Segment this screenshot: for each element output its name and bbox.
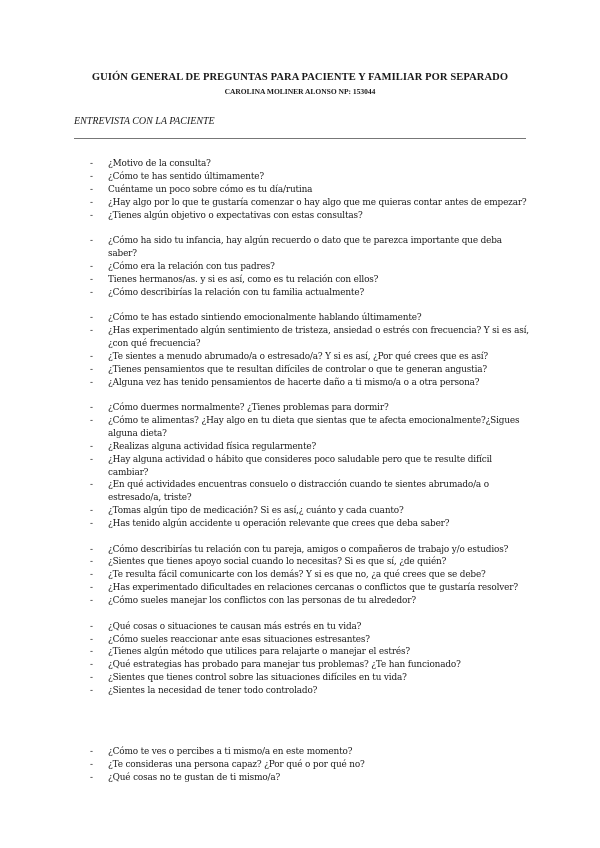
bullet-dash: - xyxy=(90,686,93,697)
question-item xyxy=(90,377,530,390)
question-item xyxy=(90,772,530,785)
bullet-dash: - xyxy=(90,403,93,413)
bullet-dash: - xyxy=(90,210,93,221)
question-item xyxy=(90,556,530,569)
bullet-dash: - xyxy=(90,274,93,285)
question-text: ¿Tienes algún método que utilices para relajarte o manejar el estrés? xyxy=(108,647,411,658)
bullet-dash: - xyxy=(90,351,93,362)
bullet-dash: - xyxy=(90,480,93,491)
question-text: ¿Realizas alguna actividad física regularmente? xyxy=(108,441,317,452)
question-item xyxy=(90,415,530,441)
question-item xyxy=(90,312,530,325)
bullet-dash: - xyxy=(90,159,93,169)
question-item xyxy=(90,274,530,287)
bullet-dash: - xyxy=(90,287,93,298)
bullet-dash: - xyxy=(90,596,93,607)
question-text: ¿Tomas algún tipo de medicación? Si es así,¿ cuánto y cada cuanto? xyxy=(108,506,404,517)
question-text: ¿Cómo ha sido tu infancia, hay algún recuerdo o dato que te parezca importante que deba saber? xyxy=(108,236,502,259)
bullet-dash: - xyxy=(90,197,93,208)
question-item xyxy=(90,646,530,659)
bullet-dash: - xyxy=(90,184,93,195)
bullet-dash: - xyxy=(90,506,93,517)
question-text: ¿Qué cosas no te gustan de ti mismo/a? xyxy=(108,772,281,783)
question-text: ¿Alguna vez has tenido pensamientos de hacerte daño a ti mismo/a o a otra persona? xyxy=(108,377,480,388)
question-text: ¿Cómo era la relación con tus padres? xyxy=(108,261,275,272)
question-item xyxy=(90,171,530,184)
question-item xyxy=(90,582,530,595)
question-item xyxy=(90,518,530,531)
bullet-dash: - xyxy=(90,454,93,465)
question-item xyxy=(90,261,530,274)
bullet-dash: - xyxy=(90,544,93,555)
question-text: ¿Sientes que tienes apoyo social cuando lo necesitas? Si es que sí, ¿de quién? xyxy=(108,557,447,568)
question-text: ¿Cómo te alimentas? ¿Hay algo en tu dieta que sientas que te afecta emocionalmente?¿Sigues alguna dieta? xyxy=(108,415,520,439)
question-text: ¿Sientes la necesidad de tener todo controlado? xyxy=(108,686,318,697)
question-item xyxy=(90,505,530,518)
question-text: ¿Cómo describirías tu relación con tu pareja, amigos o compañeros de trabajo y/o estudios? xyxy=(108,544,509,555)
question-item xyxy=(90,364,530,377)
document-title: GUIÓN GENERAL DE PREGUNTAS PARA PACIENTE Y FAMILIAR POR SEPARADO xyxy=(91,72,509,83)
bullet-dash: - xyxy=(90,325,93,336)
question-item xyxy=(90,595,530,608)
bullet-dash: - xyxy=(90,364,93,375)
bullet-dash: - xyxy=(90,634,93,645)
horizontal-divider xyxy=(74,138,526,139)
bullet-dash: - xyxy=(90,747,93,758)
question-text: ¿Hay algo por lo que te gustaría comenzar o hay algo que me quieras contar antes de empezar? xyxy=(108,197,527,208)
question-group xyxy=(90,544,530,609)
question-item xyxy=(90,746,530,759)
question-item xyxy=(90,544,530,557)
question-text: ¿Cómo sueles reaccionar ante esas situaciones estresantes? xyxy=(108,634,370,645)
question-item xyxy=(90,479,530,505)
bullet-dash: - xyxy=(90,441,93,452)
bullet-dash: - xyxy=(90,519,93,530)
question-text: Tienes hermanos/as. y si es así, como es tu relación con ellos? xyxy=(108,274,379,285)
question-group xyxy=(90,158,530,223)
question-text: ¿Cómo te has sentido últimamente? xyxy=(108,171,264,182)
bullet-dash: - xyxy=(90,570,93,581)
question-text: ¿Te sientes a menudo abrumado/a o estresado/a? Y si es así, ¿Por qué crees que es así? xyxy=(108,351,489,362)
question-text: ¿Cómo te ves o percibes a ti mismo/a en este momento? xyxy=(108,747,353,758)
bullet-dash: - xyxy=(90,415,93,426)
question-text: ¿Cómo te has estado sintiendo emocionalmente hablando últimamente? xyxy=(108,313,422,324)
question-text: ¿Tienes pensamientos que te resultan difíciles de controlar o que te generan angustia? xyxy=(108,364,488,375)
question-item xyxy=(90,685,530,698)
question-group xyxy=(90,746,530,785)
bullet-dash: - xyxy=(90,621,93,632)
bullet-dash: - xyxy=(90,759,93,770)
question-group xyxy=(90,235,530,300)
question-group xyxy=(90,312,530,389)
bullet-dash: - xyxy=(90,772,93,783)
question-item xyxy=(90,197,530,210)
question-item xyxy=(90,287,530,300)
question-text: ¿Hay alguna actividad o hábito que consideres poco saludable pero que te resulte difícil cambiar? xyxy=(108,454,493,478)
question-item xyxy=(90,158,530,171)
question-item xyxy=(90,621,530,634)
question-item xyxy=(90,759,530,772)
question-text: ¿Qué cosas o situaciones te causan más estrés en tu vida? xyxy=(108,621,362,632)
bullet-dash: - xyxy=(90,660,93,671)
question-text: ¿Qué estrategias has probado para manejar tus problemas? ¿Te han funcionado? xyxy=(108,660,461,671)
bullet-dash: - xyxy=(90,583,93,594)
question-text: ¿Te resulta fácil comunicarte con los demás? Y si es que no, ¿a qué crees que se debe? xyxy=(108,570,486,581)
bullet-dash: - xyxy=(90,236,93,247)
bullet-dash: - xyxy=(90,557,93,568)
author-line: CAROLINA MOLINER ALONSO NP: 153044 xyxy=(224,87,376,96)
bullet-dash: - xyxy=(90,647,93,658)
question-text: ¿Sientes que tienes control sobre las situaciones difíciles en tu vida? xyxy=(108,673,407,684)
question-group xyxy=(90,621,530,698)
question-item xyxy=(90,659,530,672)
bullet-dash: - xyxy=(90,171,93,182)
question-item xyxy=(90,325,530,351)
question-text: ¿Motivo de la consulta? xyxy=(108,159,211,169)
question-text: Cuéntame un poco sobre cómo es tu día/rutina xyxy=(108,184,313,195)
question-text: ¿Tienes algún objetivo o expectativas con estas consultas? xyxy=(108,210,363,221)
bullet-dash: - xyxy=(90,313,93,324)
question-item xyxy=(90,402,530,415)
question-item xyxy=(90,210,530,223)
question-text: ¿Cómo sueles manejar los conflictos con las personas de tu alrededor? xyxy=(108,596,416,607)
question-item xyxy=(90,454,530,480)
section-heading: ENTREVISTA CON LA PACIENTE xyxy=(74,116,215,127)
question-item xyxy=(90,569,530,582)
question-item xyxy=(90,634,530,647)
question-text: ¿Has experimentado algún sentimiento de tristeza, ansiedad o estrés con frecuencia? Y si es así, ¿con qué frecuencia? xyxy=(108,325,529,349)
question-groups xyxy=(90,158,530,797)
question-item xyxy=(90,235,530,261)
question-text: ¿Cómo duermes normalmente? ¿Tienes problemas para dormir? xyxy=(108,403,389,413)
bullet-dash: - xyxy=(90,673,93,684)
bullet-dash: - xyxy=(90,377,93,388)
question-item xyxy=(90,441,530,454)
question-text: ¿Has tenido algún accidente u operación relevante que crees que deba saber? xyxy=(108,519,450,530)
question-text: ¿En qué actividades encuentras consuelo o distracción cuando te sientes abrumado/a o estresado/a, triste? xyxy=(108,480,489,504)
question-item xyxy=(90,184,530,197)
question-item xyxy=(90,351,530,364)
bullet-dash: - xyxy=(90,261,93,272)
question-group xyxy=(90,402,530,531)
question-text: ¿Has experimentado dificultades en relaciones cercanas o conflictos que te gustaría resolver? xyxy=(108,583,518,594)
question-text: ¿Cómo describirías la relación con tu familia actualmente? xyxy=(108,287,365,298)
question-item xyxy=(90,672,530,685)
question-text: ¿Te consideras una persona capaz? ¿Por qué o por qué no? xyxy=(108,759,365,770)
